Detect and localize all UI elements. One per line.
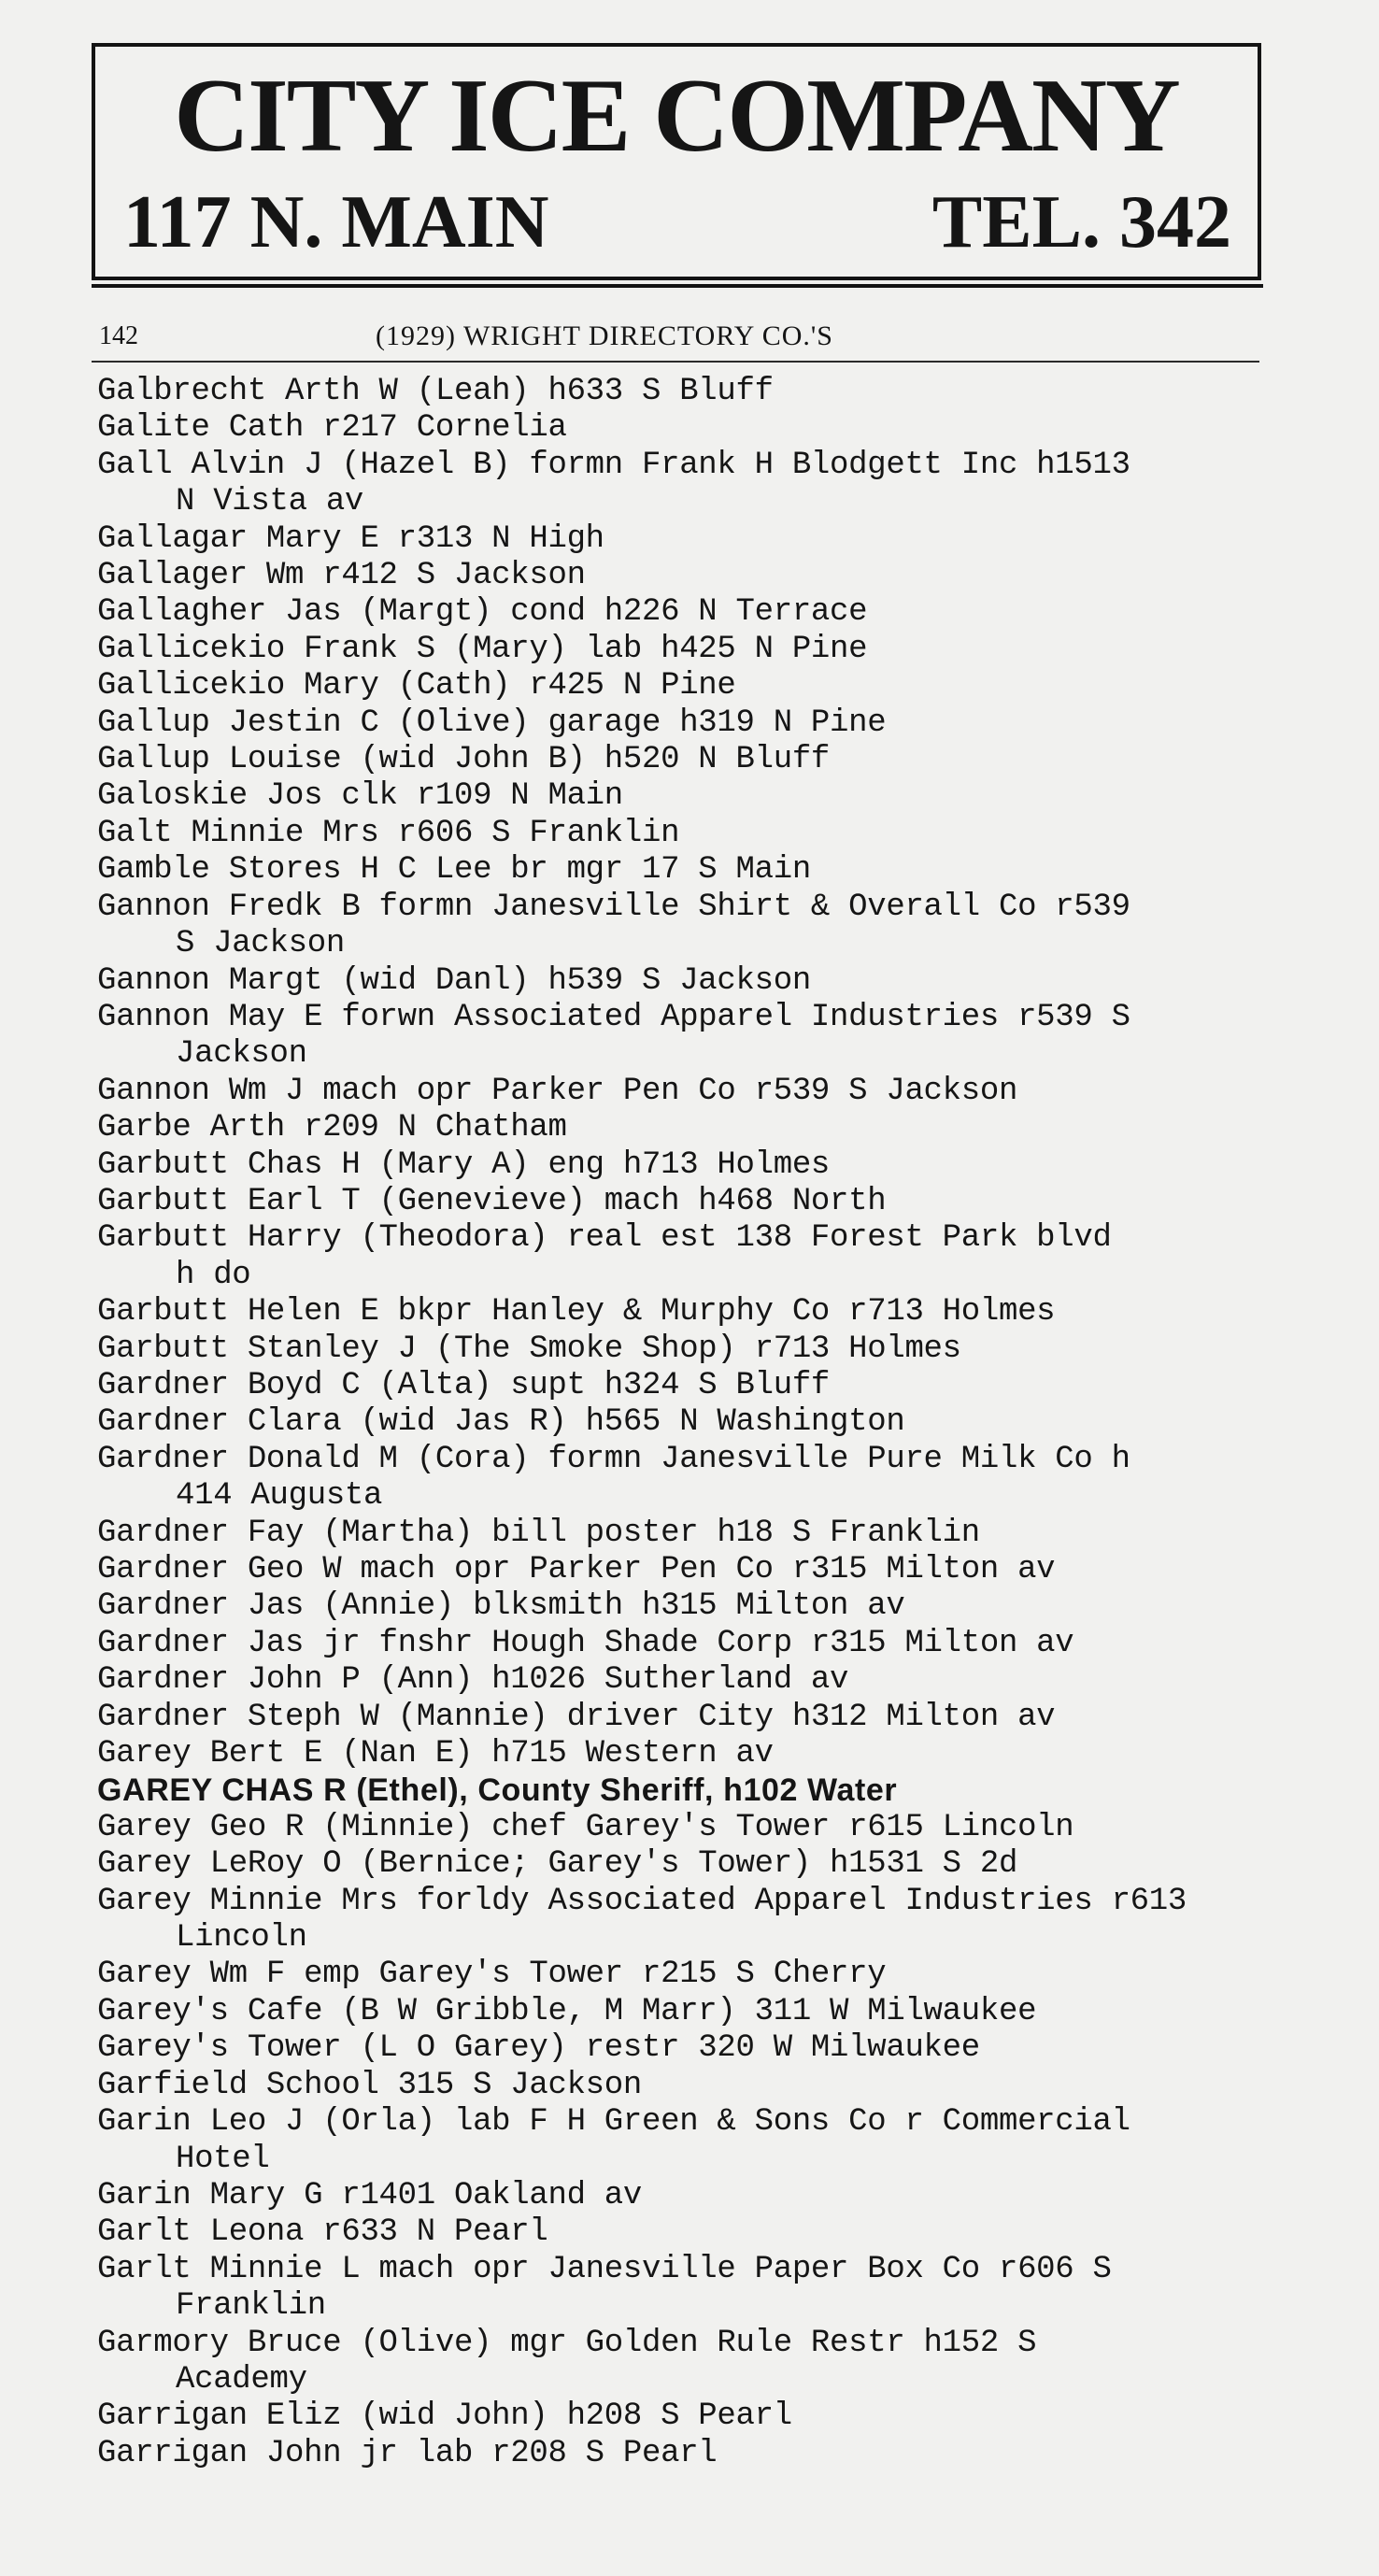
directory-entry <box>97 2178 1284 2214</box>
directory-entry <box>97 742 1284 778</box>
entry-text: Gannon Fredk B formn Janesville Shirt & Overall Co r539 <box>97 889 1130 925</box>
directory-entry <box>97 374 1284 410</box>
directory-entry <box>97 2068 1284 2104</box>
directory-entry <box>97 2436 1284 2472</box>
entry-text: Gannon Margt (wid Danl) h539 S Jackson <box>97 962 811 999</box>
directory-entry <box>97 1588 1284 1625</box>
directory-entry <box>97 1772 1284 1809</box>
directory-entry <box>97 1331 1284 1368</box>
entry-text: Gardner Geo W mach opr Parker Pen Co r315 Milton av <box>97 1552 1056 1587</box>
directory-entry <box>97 1184 1284 1220</box>
directory-entry <box>97 1736 1284 1772</box>
entry-text: Garey Bert E (Nan E) h715 Western av <box>97 1736 774 1772</box>
directory-entry <box>97 1994 1284 2030</box>
directory-entry <box>97 1552 1284 1588</box>
entry-continuation: N Vista av <box>176 484 364 520</box>
entry-text: Gannon Wm J mach opr Parker Pen Co r539 S Jackson <box>97 1073 1018 1109</box>
entry-continuation: Academy <box>176 2361 307 2398</box>
directory-entry <box>97 1220 1284 1294</box>
directory-entry <box>97 1074 1284 1110</box>
entry-text: Galt Minnie Mrs r606 S Franklin <box>97 815 680 851</box>
entry-text: GAREY CHAS R (Ethel), County Sheriff, h102 Water <box>97 1772 898 1809</box>
entry-continuation: S Jackson <box>176 926 345 962</box>
directory-entry <box>97 852 1284 889</box>
directory-entry <box>97 778 1284 815</box>
directory-entry <box>97 1110 1284 1146</box>
entry-text: Garfield School 315 S Jackson <box>97 2067 642 2103</box>
entry-text: Gamble Stores H C Lee br mgr 17 S Main <box>97 852 811 889</box>
entry-text: Gardner John P (Ann) h1026 Sutherland av <box>97 1662 849 1699</box>
entry-continuation: Lincoln <box>176 1920 307 1957</box>
entry-text: Gallagar Mary E r313 N High <box>97 520 604 557</box>
entry-text: Garey Geo R (Minnie) chef Garey's Tower r615 Lincoln <box>97 1809 1074 1845</box>
directory-entry <box>97 2214 1284 2251</box>
entry-text: Gallicekio Mary (Cath) r425 N Pine <box>97 668 736 704</box>
directory-entry <box>97 1884 1284 1957</box>
directory-listings <box>97 374 1284 2472</box>
entry-text: Gardner Clara (wid Jas R) h565 N Washington <box>97 1404 905 1441</box>
entry-continuation: Jackson <box>176 1036 307 1073</box>
entry-text: Gardner Donald M (Cora) formn Janesville Pure Milk Co h <box>97 1441 1130 1477</box>
entry-text: Gallager Wm r412 S Jackson <box>97 558 586 594</box>
directory-entry <box>97 1147 1284 1184</box>
entry-text: Galite Cath r217 Cornelia <box>97 410 567 447</box>
ad-company-name: CITY ICE COMPANY <box>174 58 1179 174</box>
directory-entry <box>97 2326 1284 2399</box>
entry-text: Gannon May E forwn Associated Apparel Industries r539 S <box>97 999 1130 1035</box>
entry-text: Garrigan Eliz (wid John) h208 S Pearl <box>97 2398 792 2435</box>
directory-entry <box>97 2252 1284 2326</box>
directory-entry <box>97 1626 1284 1662</box>
directory-entry <box>97 594 1284 631</box>
entry-text: Gardner Boyd C (Alta) supt h324 S Bluff <box>97 1367 831 1403</box>
directory-entry <box>97 2398 1284 2435</box>
directory-entry <box>97 1516 1284 1552</box>
running-head-title: (1929) WRIGHT DIRECTORY CO.'S <box>376 320 833 351</box>
directory-entry <box>97 1700 1284 1736</box>
entry-text: Gallicekio Frank S (Mary) lab h425 N Pine <box>97 631 868 667</box>
entry-text: Gallup Jestin C (Olive) garage h319 N Pine <box>97 704 887 741</box>
directory-entry <box>97 2030 1284 2067</box>
running-head <box>99 318 1258 355</box>
directory-entry <box>97 1442 1284 1516</box>
ad-underline-rule <box>92 284 1263 288</box>
entry-text: Garey Wm F emp Garey's Tower r215 S Cherry <box>97 1957 887 1993</box>
ad-telephone: TEL. 342 <box>931 181 1231 263</box>
entry-text: Garbutt Harry (Theodora) real est 138 Forest Park blvd <box>97 1220 1112 1257</box>
entry-text: Galbrecht Arth W (Leah) h633 S Bluff <box>97 374 774 409</box>
entry-continuation: Franklin <box>176 2288 326 2325</box>
entry-text: Garbutt Helen E bkpr Hanley & Murphy Co r713 Holmes <box>97 1294 1056 1331</box>
directory-entry <box>97 448 1284 521</box>
directory-entry <box>97 1000 1284 1074</box>
entry-text: Garbe Arth r209 N Chatham <box>97 1110 567 1146</box>
entry-text: Gardner Fay (Martha) bill poster h18 S Franklin <box>97 1515 980 1551</box>
directory-entry <box>97 1957 1284 1993</box>
entry-text: Garey Minnie Mrs forldy Associated Apparel Industries r613 <box>97 1883 1187 1919</box>
advertisement-box <box>92 43 1261 280</box>
directory-entry <box>97 816 1284 852</box>
entry-text: Garey LeRoy O (Bernice; Garey's Tower) h1531 S 2d <box>97 1846 1018 1883</box>
entry-text: Gall Alvin J (Hazel B) formn Frank H Blodgett Inc h1513 <box>97 447 1130 483</box>
entry-text: Galoskie Jos clk r109 N Main <box>97 778 623 815</box>
directory-entry <box>97 521 1284 558</box>
entry-text: Garrigan John jr lab r208 S Pearl <box>97 2435 718 2471</box>
entry-text: Garin Leo J (Orla) lab F H Green & Sons Co r Commercial <box>97 2104 1130 2141</box>
entry-text: Garlt Minnie L mach opr Janesville Paper Box Co r606 S <box>97 2251 1112 2287</box>
entry-continuation: h do <box>176 1257 251 1293</box>
entry-text: Garbutt Stanley J (The Smoke Shop) r713 Holmes <box>97 1331 961 1367</box>
entry-text: Gardner Jas jr fnshr Hough Shade Corp r315 Milton av <box>97 1625 1074 1661</box>
directory-entry <box>97 963 1284 1000</box>
directory-entry <box>97 668 1284 704</box>
entry-continuation: 414 Augusta <box>176 1478 383 1515</box>
directory-entry <box>97 1810 1284 1846</box>
directory-entry <box>97 1294 1284 1331</box>
directory-entry <box>97 410 1284 447</box>
entry-text: Gardner Steph W (Mannie) driver City h312 Milton av <box>97 1699 1056 1735</box>
entry-text: Gardner Jas (Annie) blksmith h315 Milton av <box>97 1588 905 1625</box>
directory-entry <box>97 1368 1284 1404</box>
ad-address: 117 N. MAIN <box>123 181 549 263</box>
entry-text: Gallagher Jas (Margt) cond h226 N Terrace <box>97 594 868 631</box>
entry-text: Garin Mary G r1401 Oakland av <box>97 2177 642 2213</box>
entry-text: Gallup Louise (wid John B) h520 N Bluff <box>97 742 831 778</box>
entry-text: Garey's Cafe (B W Gribble, M Marr) 311 W Milwaukee <box>97 1993 1037 2029</box>
directory-entry <box>97 1662 1284 1699</box>
entry-text: Garbutt Earl T (Genevieve) mach h468 North <box>97 1183 887 1219</box>
page-number: 142 <box>99 321 138 350</box>
directory-entry <box>97 705 1284 742</box>
directory-entry <box>97 632 1284 668</box>
entry-text: Garbutt Chas H (Mary A) eng h713 Holmes <box>97 1146 831 1183</box>
entry-text: Garey's Tower (L O Garey) restr 320 W Milwaukee <box>97 2030 980 2067</box>
entry-text: Garlt Leona r633 N Pearl <box>97 2214 548 2251</box>
entry-continuation: Hotel <box>176 2141 270 2177</box>
directory-entry <box>97 1404 1284 1441</box>
directory-entry <box>97 558 1284 594</box>
entry-text: Garmory Bruce (Olive) mgr Golden Rule Restr h152 S <box>97 2325 1037 2361</box>
directory-entry <box>97 890 1284 963</box>
directory-entry <box>97 2104 1284 2178</box>
header-rule <box>92 361 1259 363</box>
directory-entry <box>97 1846 1284 1883</box>
